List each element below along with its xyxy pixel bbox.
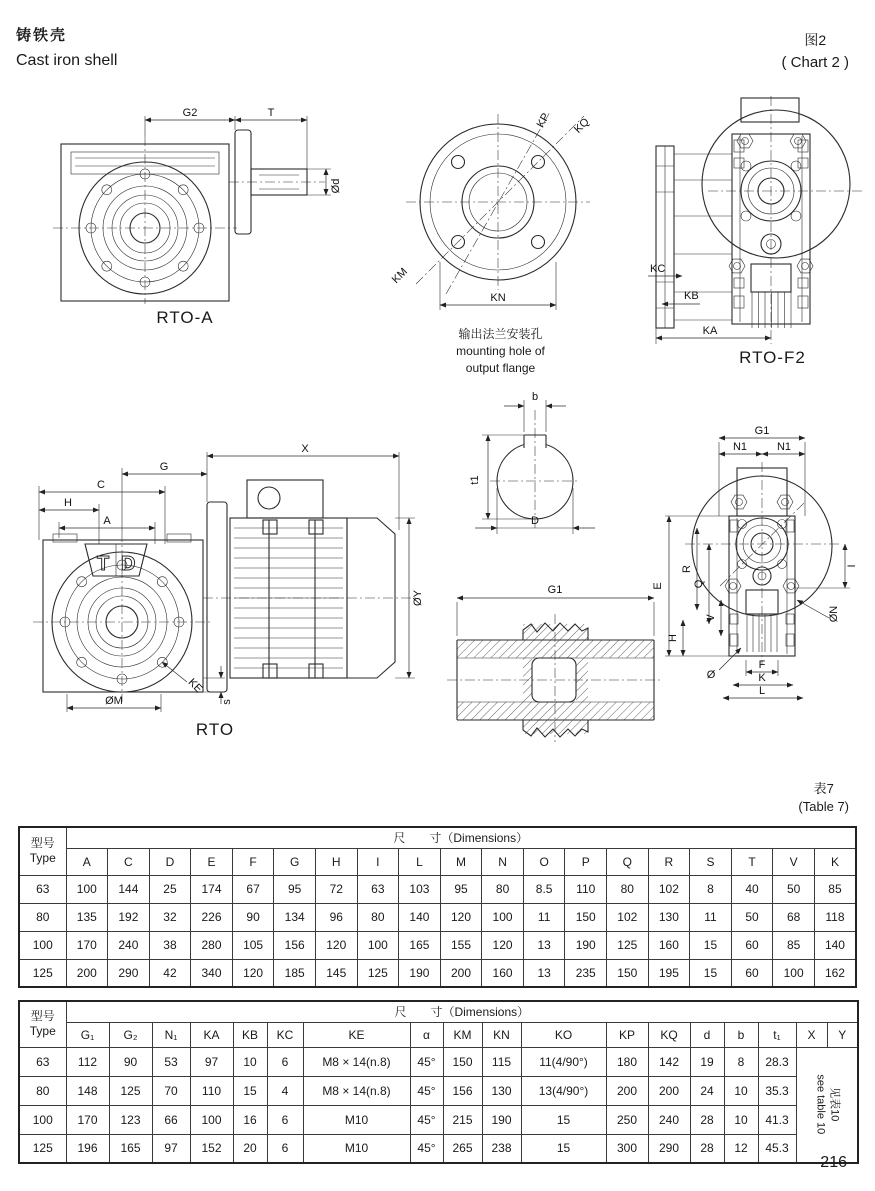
cell: 144 — [108, 875, 150, 903]
cell: 125 — [607, 931, 649, 959]
cell: 156 — [274, 931, 316, 959]
figure-label — [781, 30, 849, 71]
xy-note-zh: 见表10 — [828, 1087, 841, 1122]
cell: 90 — [232, 903, 274, 931]
dimensions-table-2 — [18, 1000, 859, 1164]
dim-label-t: T — [267, 107, 275, 119]
dim-label-n1-right: N1 — [776, 441, 792, 453]
cell: 226 — [191, 903, 233, 931]
shaft-section — [490, 410, 580, 531]
cell: 11(4/90°) — [521, 1047, 606, 1076]
table-row — [19, 1134, 858, 1163]
cell: 80 — [357, 903, 399, 931]
cell: 170 — [66, 1105, 109, 1134]
cell: 160 — [648, 931, 690, 959]
type-cell: 80 — [19, 903, 66, 931]
cell: 110 — [190, 1076, 233, 1105]
cell: 290 — [648, 1134, 690, 1163]
cell: 130 — [648, 903, 690, 931]
cell: 41.3 — [758, 1105, 796, 1134]
cell: 200 — [606, 1076, 648, 1105]
cell: 170 — [66, 931, 108, 959]
cell: 66 — [152, 1105, 190, 1134]
cell: 265 — [443, 1134, 482, 1163]
rto-a-caption: RTO-A — [156, 308, 214, 327]
cell: 97 — [190, 1047, 233, 1076]
dim-label-kb: KB — [684, 290, 699, 302]
cell: 140 — [399, 903, 441, 931]
type-header — [19, 1001, 66, 1047]
column-header: Q — [607, 848, 649, 875]
dim-label-g1: G1 — [754, 425, 770, 437]
dim-label-s: s — [221, 699, 233, 705]
cell: 160 — [482, 959, 524, 987]
cell: 115 — [482, 1047, 521, 1076]
cell: 35.3 — [758, 1076, 796, 1105]
column-header: KE — [303, 1022, 410, 1047]
cell: 19 — [690, 1047, 724, 1076]
cell: 152 — [190, 1134, 233, 1163]
rear-view-drawing — [645, 424, 875, 716]
page-title — [16, 24, 117, 70]
dim-label-x: X — [301, 443, 309, 455]
rear-housing — [685, 462, 841, 664]
column-header: H — [315, 848, 357, 875]
cell: 96 — [315, 903, 357, 931]
cell: 105 — [232, 931, 274, 959]
cell: 340 — [191, 959, 233, 987]
xy-note-en: see table 10 — [813, 1074, 826, 1135]
cell: 118 — [814, 903, 856, 931]
cell: 40 — [731, 875, 773, 903]
cell: 53 — [152, 1047, 190, 1076]
cell: 38 — [149, 931, 191, 959]
dimensions-header: 尺 寸（Dimensions） — [66, 1001, 858, 1022]
cell: 190 — [565, 931, 607, 959]
cell: 250 — [606, 1105, 648, 1134]
cell: 10 — [724, 1105, 758, 1134]
cell: 120 — [440, 903, 482, 931]
dim-label-t1: t1 — [469, 475, 481, 485]
cell: 70 — [152, 1076, 190, 1105]
cell: 112 — [66, 1047, 109, 1076]
dim-label-kn: KN — [490, 292, 506, 304]
cell: 120 — [482, 931, 524, 959]
table-row — [19, 875, 856, 903]
column-header: α — [410, 1022, 443, 1047]
dim-label-phi-m: ØM — [105, 695, 123, 707]
column-header: A — [66, 848, 108, 875]
cell: 134 — [274, 903, 316, 931]
cell: M8 × 14(n.8) — [303, 1047, 410, 1076]
dim-label-b: b — [531, 391, 539, 403]
cell: 80 — [482, 875, 524, 903]
cell: 6 — [267, 1134, 303, 1163]
cell: 42 — [149, 959, 191, 987]
flange-caption-en2: output flange — [465, 360, 536, 375]
table-row — [19, 959, 856, 987]
dim-label-i: I — [846, 564, 858, 568]
dim-label-c: C — [97, 479, 105, 491]
cell: M10 — [303, 1105, 410, 1134]
cell: 120 — [232, 959, 274, 987]
dimensions-header: 尺 寸（Dimensions） — [66, 827, 856, 848]
table-label-en: (Table 7) — [798, 798, 849, 814]
column-header: KA — [190, 1022, 233, 1047]
column-header: d — [690, 1022, 724, 1047]
cell: 20 — [233, 1134, 267, 1163]
column-header: KO — [521, 1022, 606, 1047]
cell: 60 — [731, 931, 773, 959]
cell: 100 — [357, 931, 399, 959]
cell: 123 — [109, 1105, 152, 1134]
cell: 165 — [399, 931, 441, 959]
rto-caption: RTO — [195, 720, 235, 739]
column-header: K — [814, 848, 856, 875]
dim-label-v: V — [705, 614, 717, 622]
title-english: Cast iron shell — [16, 52, 118, 69]
table-row — [19, 848, 856, 875]
table-row — [19, 1022, 858, 1047]
xy-note-cell — [796, 1047, 858, 1163]
housing-side-view — [656, 96, 863, 344]
type-header-en: Type — [29, 1024, 56, 1039]
type-header — [19, 827, 66, 875]
cell: 4 — [267, 1076, 303, 1105]
cell: 103 — [399, 875, 441, 903]
dim-label-l: L — [758, 685, 766, 697]
cell: 68 — [773, 903, 815, 931]
cell: 95 — [274, 875, 316, 903]
flange-face — [406, 112, 590, 294]
type-header-zh: 型号 — [30, 836, 55, 851]
cell: 45.3 — [758, 1134, 796, 1163]
cell: 67 — [232, 875, 274, 903]
gearbox-housing — [53, 136, 237, 304]
column-header: b — [724, 1022, 758, 1047]
cell: 130 — [482, 1076, 521, 1105]
dim-label-a: A — [103, 515, 111, 527]
cell: 12 — [724, 1134, 758, 1163]
cell: 100 — [773, 959, 815, 987]
dimension-lines — [469, 391, 595, 534]
cell: 6 — [267, 1105, 303, 1134]
cell: 28 — [690, 1134, 724, 1163]
cell: 180 — [606, 1047, 648, 1076]
cell: 32 — [149, 903, 191, 931]
column-header: KQ — [648, 1022, 690, 1047]
cell: 95 — [440, 875, 482, 903]
column-header: I — [357, 848, 399, 875]
cell: 240 — [108, 931, 150, 959]
dim-label-k: K — [758, 672, 766, 684]
cell: 280 — [191, 931, 233, 959]
cell: 28.3 — [758, 1047, 796, 1076]
column-header: KN — [482, 1022, 521, 1047]
cell: 11 — [523, 903, 565, 931]
cell: 145 — [315, 959, 357, 987]
cell: 15 — [690, 959, 732, 987]
column-header: G₂ — [109, 1022, 152, 1047]
dim-label-e: E — [652, 582, 664, 590]
table-label — [798, 780, 849, 815]
dim-label-q: Q — [693, 579, 705, 589]
column-header: L — [399, 848, 441, 875]
figure-label-chinese: 图2 — [804, 32, 827, 48]
cell: 24 — [690, 1076, 724, 1105]
table-row — [19, 931, 856, 959]
column-header: N₁ — [152, 1022, 190, 1047]
flange-caption-en1: mounting hole of — [456, 343, 545, 358]
cell: 15 — [690, 931, 732, 959]
dim-label-g1: G1 — [547, 584, 563, 596]
cell: 190 — [482, 1105, 521, 1134]
rto-f2-caption: RTO-F2 — [739, 348, 806, 367]
cell: 185 — [274, 959, 316, 987]
type-cell: 125 — [19, 1134, 66, 1163]
dim-label-h: H — [667, 634, 679, 642]
cell: 174 — [191, 875, 233, 903]
cell: 200 — [66, 959, 108, 987]
cell: 150 — [565, 903, 607, 931]
hollow-shaft-drawing — [443, 578, 668, 746]
cell: 135 — [66, 903, 108, 931]
table-row — [19, 827, 856, 848]
table-row — [19, 903, 856, 931]
cell: 100 — [190, 1105, 233, 1134]
cell: 50 — [731, 903, 773, 931]
cell: 150 — [607, 959, 649, 987]
cell: 11 — [690, 903, 732, 931]
cell: 140 — [814, 931, 856, 959]
dim-label-ke: KE — [185, 676, 205, 696]
column-header: G₁ — [66, 1022, 109, 1047]
cell: 45° — [410, 1105, 443, 1134]
dim-label-r: R — [681, 565, 693, 573]
dim-label-kq: KQ — [572, 116, 592, 136]
cell: 10 — [233, 1047, 267, 1076]
figure-label-english: ( Chart 2 ) — [781, 54, 849, 71]
cell: 200 — [440, 959, 482, 987]
cell: 102 — [607, 903, 649, 931]
table-row — [19, 1076, 858, 1105]
cell: 28 — [690, 1105, 724, 1134]
cell: 45° — [410, 1134, 443, 1163]
cell: 85 — [773, 931, 815, 959]
cell: 50 — [773, 875, 815, 903]
cell: 120 — [315, 931, 357, 959]
cell: 60 — [731, 959, 773, 987]
dimension-lines — [648, 263, 771, 344]
column-header: P — [565, 848, 607, 875]
cell: 195 — [648, 959, 690, 987]
dim-label-n1-left: N1 — [732, 441, 748, 453]
type-cell: 80 — [19, 1076, 66, 1105]
cell: 13 — [523, 959, 565, 987]
column-header: KM — [443, 1022, 482, 1047]
column-header: X — [796, 1022, 827, 1047]
type-cell: 63 — [19, 1047, 66, 1076]
cell: 238 — [482, 1134, 521, 1163]
output-shaft — [229, 130, 325, 234]
cell: 148 — [66, 1076, 109, 1105]
column-header: T — [731, 848, 773, 875]
column-header: KP — [606, 1022, 648, 1047]
column-header: D — [149, 848, 191, 875]
page-number: 216 — [820, 1154, 847, 1171]
cell: 8 — [724, 1047, 758, 1076]
cell: 80 — [607, 875, 649, 903]
cell: 162 — [814, 959, 856, 987]
dim-label-h: H — [64, 497, 72, 509]
cell: 45° — [410, 1047, 443, 1076]
cell: 15 — [521, 1105, 606, 1134]
column-header: G — [274, 848, 316, 875]
title-chinese: 铸铁壳 — [16, 27, 68, 44]
dim-label-g: G — [159, 461, 169, 473]
cell: 100 — [482, 903, 524, 931]
table-row — [19, 1001, 858, 1022]
rto-a-drawing — [45, 106, 345, 306]
cell: 190 — [399, 959, 441, 987]
type-header-en: Type — [29, 851, 56, 866]
cell: 200 — [648, 1076, 690, 1105]
cell: 165 — [109, 1134, 152, 1163]
cell: 13 — [523, 931, 565, 959]
cell: 196 — [66, 1134, 109, 1163]
cell: 110 — [565, 875, 607, 903]
cell: 192 — [108, 903, 150, 931]
cell: 15 — [233, 1076, 267, 1105]
column-header: O — [523, 848, 565, 875]
column-header: R — [648, 848, 690, 875]
cell: 156 — [443, 1076, 482, 1105]
type-header-zh: 型号 — [30, 1009, 55, 1024]
cell: 15 — [521, 1134, 606, 1163]
column-header: KC — [267, 1022, 303, 1047]
cell: 102 — [648, 875, 690, 903]
dimensions-table-1 — [18, 826, 857, 988]
column-header: KB — [233, 1022, 267, 1047]
cell: 97 — [152, 1134, 190, 1163]
dim-label-phi-d: Ød — [330, 178, 342, 194]
cell: 8 — [690, 875, 732, 903]
dim-label-d: D — [531, 515, 539, 527]
motor — [203, 480, 417, 692]
cell: 6 — [267, 1047, 303, 1076]
table-row — [19, 1105, 858, 1134]
column-header: S — [690, 848, 732, 875]
cell: M8 × 14(n.8) — [303, 1076, 410, 1105]
cell: 13(4/90°) — [521, 1076, 606, 1105]
cell: 300 — [606, 1134, 648, 1163]
type-cell: 125 — [19, 959, 66, 987]
cell: 125 — [357, 959, 399, 987]
cell: 125 — [109, 1076, 152, 1105]
dim-label-kc: KC — [650, 263, 666, 275]
type-cell: 100 — [19, 1105, 66, 1134]
dim-label-phi-n: ØN — [828, 605, 840, 623]
xy-note — [812, 1075, 841, 1135]
cell: 150 — [443, 1047, 482, 1076]
cell: 100 — [66, 875, 108, 903]
column-header: N — [482, 848, 524, 875]
cell: 85 — [814, 875, 856, 903]
keyway-detail-drawing — [440, 376, 625, 544]
cell: M10 — [303, 1134, 410, 1163]
column-header: F — [232, 848, 274, 875]
column-header: E — [191, 848, 233, 875]
column-header: t₁ — [758, 1022, 796, 1047]
dim-label-g2: G2 — [182, 107, 198, 119]
cell: 72 — [315, 875, 357, 903]
dim-label-f: F — [758, 659, 766, 671]
cell: 142 — [648, 1047, 690, 1076]
type-cell: 100 — [19, 931, 66, 959]
flange-caption-zh: 输出法兰安装孔 — [458, 327, 543, 341]
cell: 63 — [357, 875, 399, 903]
rto-f2-drawing — [648, 96, 873, 348]
table-label-zh: 表7 — [813, 781, 834, 796]
dim-label-ka: KA — [702, 325, 718, 337]
gearbox-front — [33, 532, 211, 702]
cell: 240 — [648, 1105, 690, 1134]
column-header: C — [108, 848, 150, 875]
column-header: V — [773, 848, 815, 875]
cell: 215 — [443, 1105, 482, 1134]
logo-letter-t: T — [97, 553, 110, 575]
cell: 90 — [109, 1047, 152, 1076]
cell: 45° — [410, 1076, 443, 1105]
dimension-lines — [39, 443, 424, 712]
cell: 10 — [724, 1076, 758, 1105]
dim-label-km: KM — [389, 265, 410, 286]
logo-letter-d: D — [121, 553, 136, 575]
type-cell: 63 — [19, 875, 66, 903]
output-flange-drawing — [388, 112, 613, 322]
cell: 235 — [565, 959, 607, 987]
cell: 25 — [149, 875, 191, 903]
cell: 155 — [440, 931, 482, 959]
column-header: Y — [827, 1022, 858, 1047]
dim-label-kp: KP — [534, 111, 553, 130]
flange-caption — [398, 326, 603, 376]
shaft-tube — [447, 614, 663, 742]
table-row — [19, 1047, 858, 1076]
rto-motor-drawing — [25, 440, 425, 718]
cell: 16 — [233, 1105, 267, 1134]
cell: 290 — [108, 959, 150, 987]
cell: 8.5 — [523, 875, 565, 903]
dim-label-phi-y: ØY — [412, 590, 424, 606]
column-header: M — [440, 848, 482, 875]
dim-label-phi: Ø — [706, 669, 716, 681]
